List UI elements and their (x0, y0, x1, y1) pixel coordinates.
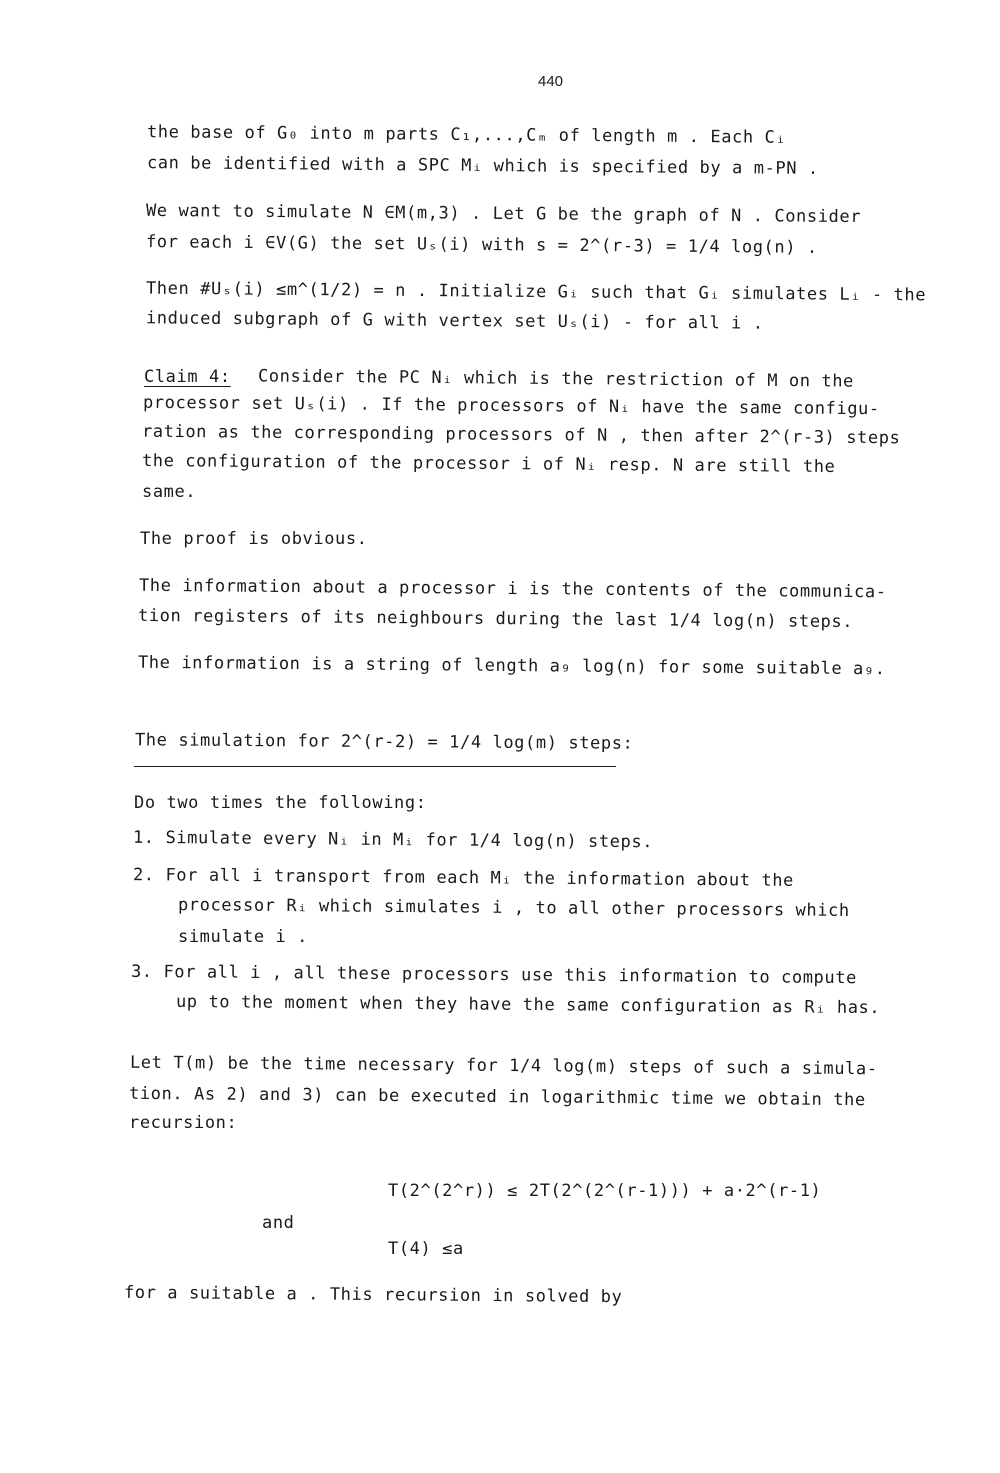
information-line-1: The information about a processor i is the contents of the communica- (138, 575, 887, 603)
section-heading: The simulation for 2^(r-2) = 1/4 log(m) steps: (134, 730, 634, 754)
step-3-line-2: up to the moment when they have the same configuration as Rᵢ has. (175, 991, 881, 1019)
claim-line-1: Consider the PC Nᵢ which is the restriction of M on the (257, 366, 855, 392)
base-case-equation: T(4) ≤a (388, 1239, 464, 1259)
do-two-times-text: Do two times the following: (134, 793, 427, 813)
paragraph-1-line-2: can be identified with a SPC Mᵢ which is specified by a m-PN . (146, 153, 819, 179)
claim-label: Claim 4: (144, 367, 231, 387)
recursion-equation: T(2^(2^r)) ≤ 2T(2^(2^(r-1))) + a·2^(r-1) (388, 1181, 822, 1201)
step-3-line-1: 3. For all i , all these processors use this information to compute (130, 961, 858, 989)
information-line-3: The information is a string of length a₉ log(n) for some suitable a₉. (137, 652, 886, 680)
final-line: for a suitable a . This recursion in solved by (123, 1282, 623, 1308)
claim-line-4: the configuration of the processor i of Nᵢ resp. N are still the (141, 450, 836, 478)
claim-line-2: processor set Uₛ(i) . If the processors of Nᵢ have the same configu- (142, 392, 880, 420)
claim-line-5: same. (142, 482, 197, 502)
paragraph-3-line-1: Then #Uₛ(i) ≤m^(1/2) = n . Initialize Gᵢ such that Gᵢ simulates Lᵢ - the (145, 278, 927, 306)
paragraph-2-line-2: for each i ∈V(G) the set Uₛ(i) with s = 2^(r-3) = 1/4 log(n) . (145, 232, 818, 258)
heading-underline (134, 766, 616, 767)
page-number: 440 (538, 73, 564, 90)
proof-sentence: The proof is obvious. (140, 529, 368, 549)
let-line-2: tion. As 2) and 3) can be executed in logarithmic time we obtain the (128, 1083, 866, 1111)
claim-line-3: ration as the corresponding processors of N , then after 2^(r-3) steps (141, 421, 901, 449)
let-line-1: Let T(m) be the time necessary for 1/4 log(m) steps of such a simula- (129, 1052, 878, 1080)
and-connector: and (262, 1213, 295, 1233)
paragraph-2-line-1: We want to simulate N ∈M(m,3) . Let G be the graph of N . Consider (145, 200, 862, 228)
paragraph-3-line-2: induced subgraph of G with vertex set Uₛ(i) - for all i . (145, 308, 764, 334)
step-1: 1. Simulate every Nᵢ in Mᵢ for 1/4 log(n) steps. (132, 827, 654, 853)
information-line-2: tion registers of its neighbours during the last 1/4 log(n) steps. (137, 605, 854, 633)
paragraph-1-line-1: the base of G₀ into m parts C₁,...,Cₘ of length m . Each Cᵢ (146, 122, 787, 148)
let-line-3: recursion: (129, 1113, 238, 1133)
step-2-line-3: simulate i . (178, 927, 309, 947)
step-2-line-1: 2. For all i transport from each Mᵢ the information about the (132, 865, 795, 891)
step-2-line-2: processor Rᵢ which simulates i , to all other processors which (177, 895, 850, 921)
